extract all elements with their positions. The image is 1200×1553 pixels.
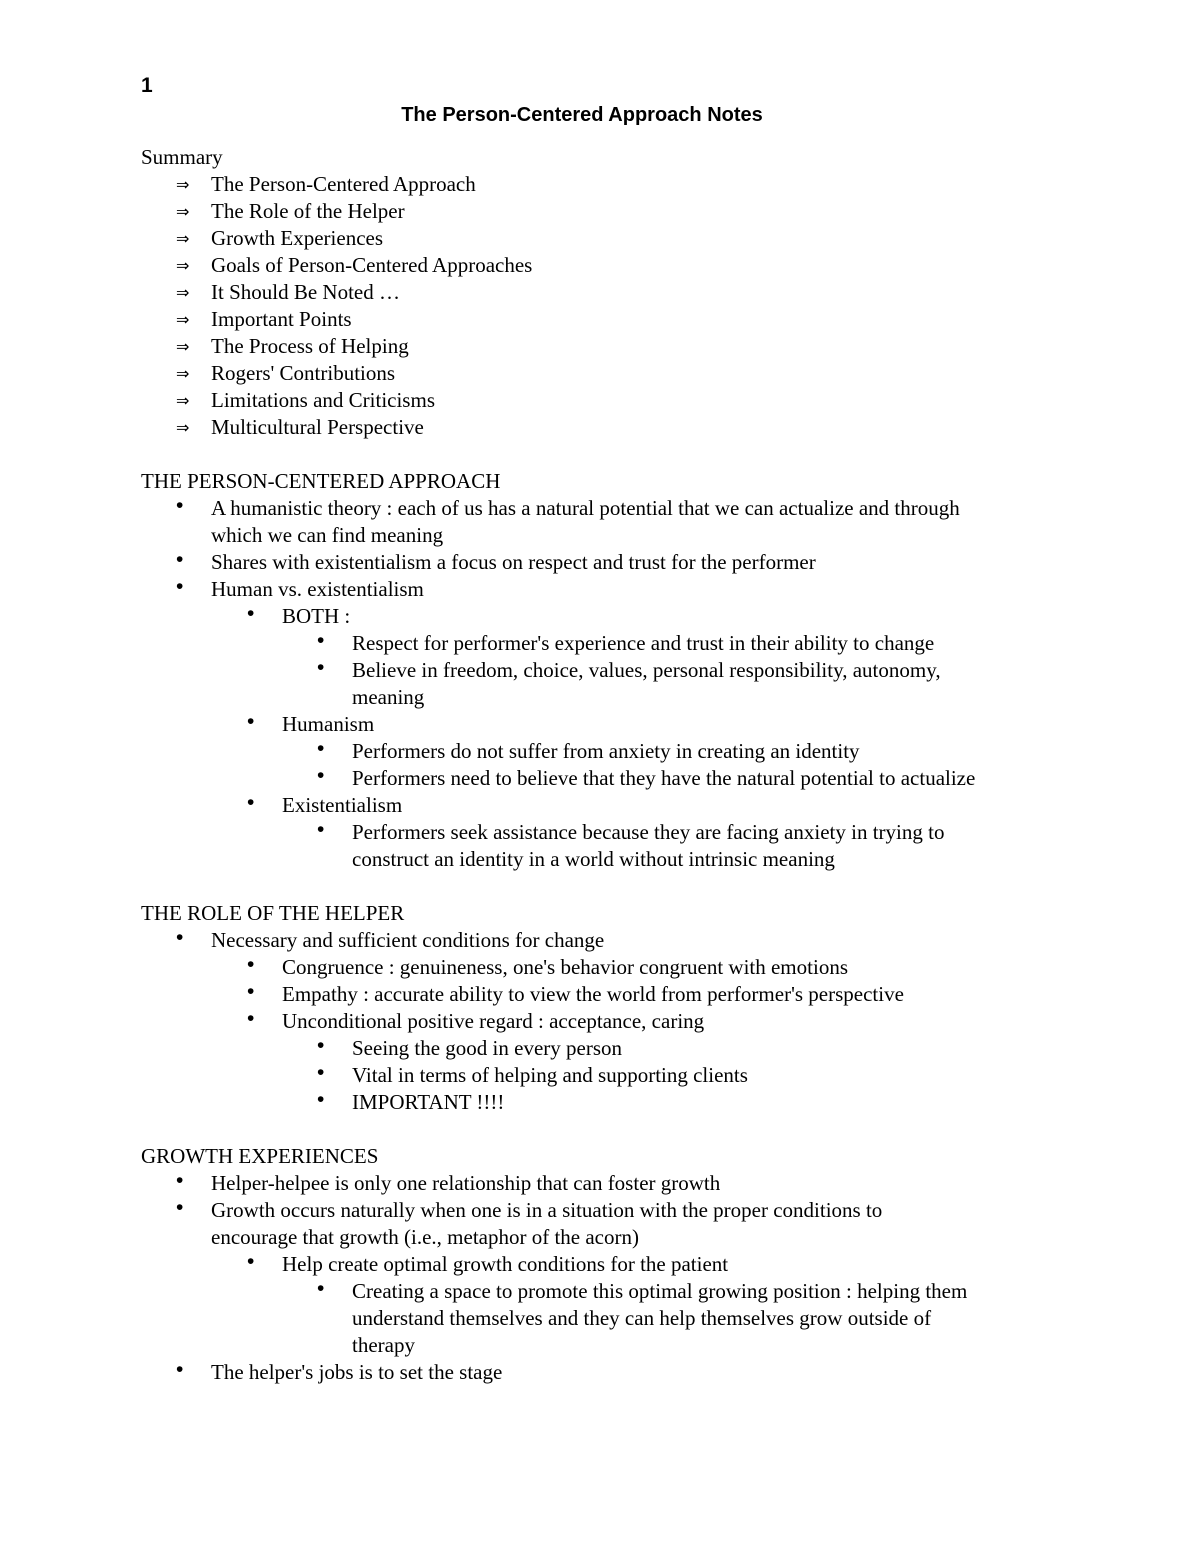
list-item — [0, 711, 1200, 738]
list-item — [0, 522, 1200, 549]
list-item-text: Performers seek assistance because they are facing anxiety in trying to — [352, 820, 945, 844]
list-item — [0, 576, 1200, 603]
bullet-icon: • — [176, 926, 184, 949]
page-number: 1 — [141, 74, 153, 97]
arrow-right-icon: ⇒ — [176, 175, 190, 194]
summary-item-label: Limitations and Criticisms — [211, 388, 435, 412]
list-item — [0, 1224, 1200, 1251]
list-item-text: Growth occurs naturally when one is in a situation with the proper conditions to — [211, 1198, 883, 1222]
bullet-icon: • — [317, 818, 325, 841]
summary-item-label: The Process of Helping — [211, 334, 409, 358]
list-item — [0, 630, 1200, 657]
summary-item-label: Important Points — [211, 307, 352, 331]
list-item — [0, 549, 1200, 576]
summary-item-label: Multicultural Perspective — [211, 415, 424, 439]
list-item — [0, 1170, 1200, 1197]
list-item-text: A humanistic theory : each of us has a natural potential that we can actualize and through — [211, 496, 960, 520]
summary-heading: Summary — [141, 145, 223, 169]
list-item — [0, 684, 1200, 711]
summary-item-label: The Role of the Helper — [211, 199, 405, 223]
list-item-text: Believe in freedom, choice, values, personal responsibility, autonomy, — [352, 658, 941, 682]
section-heading-line — [0, 1143, 1200, 1170]
list-item-text: Shares with existentialism a focus on respect and trust for the performer — [211, 550, 816, 574]
list-item — [0, 1305, 1200, 1332]
summary-item — [0, 225, 1200, 252]
arrow-right-icon: ⇒ — [176, 418, 190, 437]
list-item-text: Help create optimal growth conditions for the patient — [282, 1252, 729, 1276]
summary-item-label: Rogers' Contributions — [211, 361, 396, 385]
list-item — [0, 657, 1200, 684]
summary-heading-line — [0, 144, 1200, 171]
summary-item — [0, 360, 1200, 387]
bullet-icon: • — [247, 1250, 255, 1273]
list-item-text: IMPORTANT !!!! — [352, 1090, 505, 1114]
list-item-text: Vital in terms of helping and supporting clients — [352, 1063, 748, 1087]
bullet-icon: • — [247, 1007, 255, 1030]
bullet-icon: • — [317, 629, 325, 652]
section-heading: GROWTH EXPERIENCES — [141, 1144, 379, 1168]
list-item — [0, 1008, 1200, 1035]
arrow-right-icon: ⇒ — [176, 310, 190, 329]
summary-item — [0, 387, 1200, 414]
bullet-icon: • — [176, 1169, 184, 1192]
list-item-text: Performers need to believe that they have the natural potential to actualize — [352, 766, 976, 790]
bullet-icon: • — [247, 791, 255, 814]
summary-item-label: It Should Be Noted … — [211, 280, 400, 304]
list-item — [0, 1332, 1200, 1359]
bullet-icon: • — [176, 1358, 184, 1381]
list-item-text: Performers do not suffer from anxiety in creating an identity — [352, 739, 860, 763]
list-item — [0, 495, 1200, 522]
arrow-right-icon: ⇒ — [176, 337, 190, 356]
arrow-right-icon: ⇒ — [176, 283, 190, 302]
list-item — [0, 1035, 1200, 1062]
list-item-text: Empathy : accurate ability to view the world from performer's perspective — [282, 982, 904, 1006]
section-heading-line — [0, 468, 1200, 495]
bullet-icon: • — [317, 1088, 325, 1111]
bullet-icon: • — [176, 575, 184, 598]
bullet-icon: • — [247, 980, 255, 1003]
arrow-right-icon: ⇒ — [176, 364, 190, 383]
section-heading-line — [0, 900, 1200, 927]
list-item-text: Necessary and sufficient conditions for change — [211, 928, 605, 952]
list-item — [0, 1197, 1200, 1224]
summary-item — [0, 306, 1200, 333]
bullet-icon: • — [317, 737, 325, 760]
list-item-text: therapy — [352, 1333, 415, 1357]
bullet-icon: • — [247, 602, 255, 625]
arrow-right-icon: ⇒ — [176, 391, 190, 410]
list-item-text: Human vs. existentialism — [211, 577, 424, 601]
summary-item-label: Growth Experiences — [211, 226, 384, 250]
summary-item — [0, 414, 1200, 441]
summary-item-label: Goals of Person-Centered Approaches — [211, 253, 533, 277]
list-item — [0, 1278, 1200, 1305]
list-item-text: Seeing the good in every person — [352, 1036, 623, 1060]
summary-item — [0, 279, 1200, 306]
list-item-text: meaning — [352, 685, 425, 709]
list-item — [0, 792, 1200, 819]
bullet-icon: • — [317, 656, 325, 679]
list-item-text: understand themselves and they can help themselves grow outside of — [352, 1306, 932, 1330]
list-item — [0, 1062, 1200, 1089]
bullet-icon: • — [317, 1277, 325, 1300]
bullet-icon: • — [176, 494, 184, 517]
list-item-text: Helper-helpee is only one relationship that can foster growth — [211, 1171, 721, 1195]
section-heading: THE ROLE OF THE HELPER — [141, 901, 405, 925]
list-item-text: Humanism — [282, 712, 375, 736]
list-item-text: BOTH : — [282, 604, 351, 628]
summary-item — [0, 198, 1200, 225]
arrow-right-icon: ⇒ — [176, 229, 190, 248]
list-item-text: Creating a space to promote this optimal growing position : helping them — [352, 1279, 968, 1303]
list-item-text: Congruence : genuineness, one's behavior congruent with emotions — [282, 955, 848, 979]
list-item — [0, 846, 1200, 873]
list-item-text: Respect for performer's experience and trust in their ability to change — [352, 631, 935, 655]
bullet-icon: • — [176, 548, 184, 571]
summary-item — [0, 252, 1200, 279]
summary-item — [0, 333, 1200, 360]
bullet-icon: • — [317, 764, 325, 787]
list-item — [0, 954, 1200, 981]
list-item — [0, 927, 1200, 954]
bullet-icon: • — [247, 953, 255, 976]
summary-item — [0, 171, 1200, 198]
list-item — [0, 981, 1200, 1008]
arrow-right-icon: ⇒ — [176, 202, 190, 221]
list-item — [0, 738, 1200, 765]
list-item — [0, 1251, 1200, 1278]
list-item-text: Existentialism — [282, 793, 403, 817]
section-heading: THE PERSON-CENTERED APPROACH — [141, 469, 501, 493]
bullet-icon: • — [176, 1196, 184, 1219]
page-title: The Person-Centered Approach Notes — [401, 104, 763, 126]
list-item — [0, 603, 1200, 630]
bullet-icon: • — [317, 1061, 325, 1084]
list-item-text: which we can find meaning — [211, 523, 444, 547]
list-item — [0, 819, 1200, 846]
bullet-icon: • — [247, 710, 255, 733]
summary-item-label: The Person-Centered Approach — [211, 172, 476, 196]
list-item-text: Unconditional positive regard : acceptance, caring — [282, 1009, 705, 1033]
list-item-text: construct an identity in a world without intrinsic meaning — [352, 847, 835, 871]
list-item — [0, 765, 1200, 792]
bullet-icon: • — [317, 1034, 325, 1057]
list-item — [0, 1359, 1200, 1386]
list-item — [0, 1089, 1200, 1116]
arrow-right-icon: ⇒ — [176, 256, 190, 275]
list-item-text: The helper's jobs is to set the stage — [211, 1360, 503, 1384]
list-item-text: encourage that growth (i.e., metaphor of the acorn) — [211, 1225, 639, 1249]
